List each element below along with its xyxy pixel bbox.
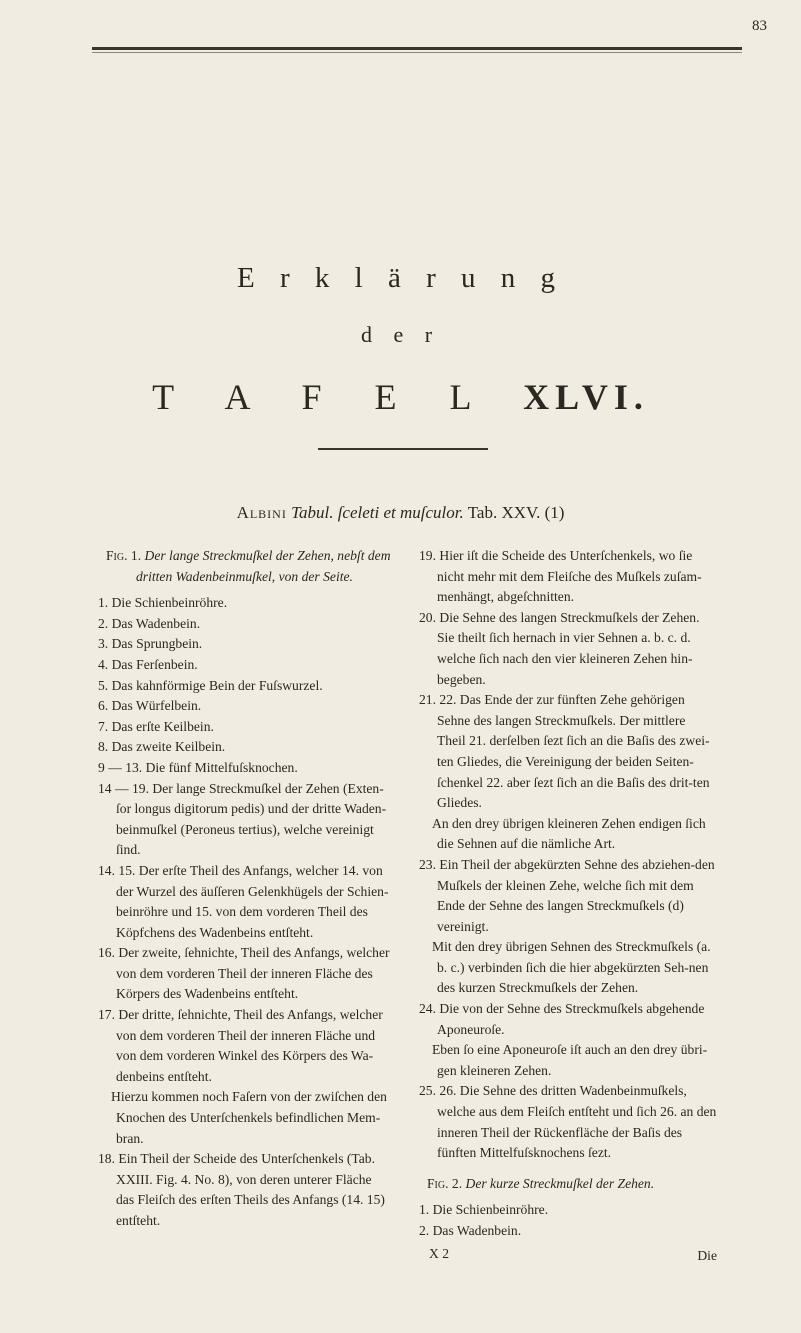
page-number: 83: [752, 18, 767, 34]
heading-tafel-numeral: XLVI.: [523, 377, 649, 417]
figure-label: Fig. 1.: [106, 548, 145, 563]
legend-entry: 3. Das Sprungbein.: [98, 636, 203, 652]
source-work: Tabul. ſceleti et muſculor.: [291, 503, 464, 522]
legend-entry: 16. Der zweite, ſehnichte, Theil des Anfangs, welcher von dem vorderen Theil der inneren Fläche des Körpers des Wadenbeins entſteht.: [98, 945, 390, 1002]
source-reference: [0, 503, 801, 523]
figure-label: Fig. 2.: [427, 1175, 466, 1191]
signature-mark: X 2: [429, 1245, 450, 1261]
legend-entry: 9 — 13. Die fünf Mittelfuſsknochen.: [98, 759, 298, 775]
figure-heading: [98, 546, 392, 587]
legend-entry: 7. Das erſte Keilbein.: [98, 718, 214, 734]
source-tab: Tab. XXV. (1): [467, 503, 565, 522]
heading-erklaerung: E r k l ä r u n g: [237, 262, 564, 294]
top-rule: [92, 47, 742, 50]
top-rule-thin: [92, 52, 742, 53]
legend-entry: 6. Das Würfelbein.: [98, 698, 202, 714]
left-column: [98, 546, 392, 1232]
legend-entry: 23. Ein Theil der abgekürzten Sehne des abziehen-den Muſkels der kleinen Zehe, welche ſich mit dem Ende der Sehne des langen Streckmuſkels (d) vereinigt.: [419, 856, 715, 934]
legend-entry: 20. Die Sehne des langen Streckmuſkels der Zehen. Sie theilt ſich hernach in vier Sehnen a. b. c. d. welche ſich nach den vier kleineren Zehen hin-begeben.: [419, 609, 700, 687]
heading-tafel: [0, 376, 801, 418]
note-paragraph: Hierzu kommen noch Faſern von der zwiſchen den Knochen des Unterſchenkels befindlichen Mem-bran.: [111, 1089, 387, 1146]
note-paragraph: An den drey übrigen kleineren Zehen endigen ſich die Sehnen auf die nämliche Art.: [432, 815, 706, 852]
right-column: [419, 546, 717, 1264]
legend-entry: 8. Das zweite Keilbein.: [98, 739, 226, 755]
legend-entry: 24. Die von der Sehne des Streckmuſkels abgehende Aponeuroſe.: [419, 1001, 705, 1037]
legend-entry: 4. Das Ferſenbein.: [98, 656, 198, 672]
note-paragraph: Mit den drey übrigen Sehnen des Streckmuſkels (a. b. c.) verbinden ſich die hier abgekürzten Seh-nen des kurzen Streckmuſkels der Zehen.: [432, 939, 711, 996]
figure-title: Der kurze Streckmuſkel der Zehen.: [465, 1175, 655, 1191]
note-paragraph: Eben ſo eine Aponeuroſe iſt auch an den drey übri-gen kleineren Zehen.: [432, 1042, 708, 1078]
heading-rule: [318, 448, 488, 450]
heading-der: d e r: [360, 322, 441, 347]
catchword: Die: [697, 1247, 717, 1263]
legend-entry: 14. 15. Der erſte Theil des Anfangs, welcher 14. von der Wurzel des äuſſeren Gelenkhügels der Schien-beinröhre und 15. von dem vorderen Theil des Köpfchens des Wadenbeins entſteht.: [98, 862, 389, 940]
legend-entry: 2. Das Wadenbein.: [98, 615, 201, 631]
figure-title: Der lange Streckmuſkel der Zehen, nebſt dem dritten Wadenbeinmuſkel, von der Seite.: [136, 548, 391, 584]
figure-heading: [419, 1174, 717, 1195]
legend-entry: 18. Ein Theil der Scheide des Unterſchenkels (Tab. XXIII. Fig. 4. No. 8), von deren unterer Fläche das Fleiſch des erſten Theils des Anfangs (14. 15) entſteht.: [98, 1151, 385, 1228]
heading-tafel-word: T A F E L: [152, 377, 493, 417]
legend-entry: 14 — 19. Der lange Streckmuſkel der Zehen (Exten-ſor longus digitorum pedis) und der dritte Waden-beinmuſkel (Peroneus tertius), welche vereinigt ſind.: [98, 780, 387, 858]
legend-entry: 5. Das kahnförmige Bein der Fuſswurzel.: [98, 677, 323, 693]
source-author: Albini: [236, 503, 287, 522]
legend-entry: 1. Die Schienbeinröhre.: [98, 595, 228, 611]
legend-entry: 17. Der dritte, ſehnichte, Theil des Anfangs, welcher von dem vorderen Theil der inneren Fläche und von dem vorderen Winkel des Körpers des Wa-denbeins entſteht.: [98, 1007, 383, 1084]
signature-row: [419, 1244, 717, 1264]
legend-entry: 25. 26. Die Sehne des dritten Wadenbeinmuſkels, welche aus dem Fleiſch entſteht und ſich 26. an den inneren Theil der Rückenfläche der Baſis des fünften Mittelfuſsknochens ſezt.: [419, 1083, 717, 1161]
legend-entry: 19. Hier iſt die Scheide des Unterſchenkels, wo ſie nicht mehr mit dem Fleiſche des Muſkels zuſam-menhängt, abgeſchnitten.: [419, 548, 702, 605]
legend-entry: 2. Das Wadenbein.: [419, 1223, 522, 1238]
legend-entry: 21. 22. Das Ende der zur fünften Zehe gehörigen Sehne des langen Streckmuſkels. Der mittlere Theil 21. derſelben ſezt ſich an die Baſis des zwei-ten Gliedes, die Vereinigung der beiden Seiten-ſchenkel 22. aber ſezt ſich an die Baſis des drit-ten Gliedes.: [419, 692, 710, 811]
legend-entry: 1. Die Schienbeinröhre.: [419, 1202, 549, 1218]
